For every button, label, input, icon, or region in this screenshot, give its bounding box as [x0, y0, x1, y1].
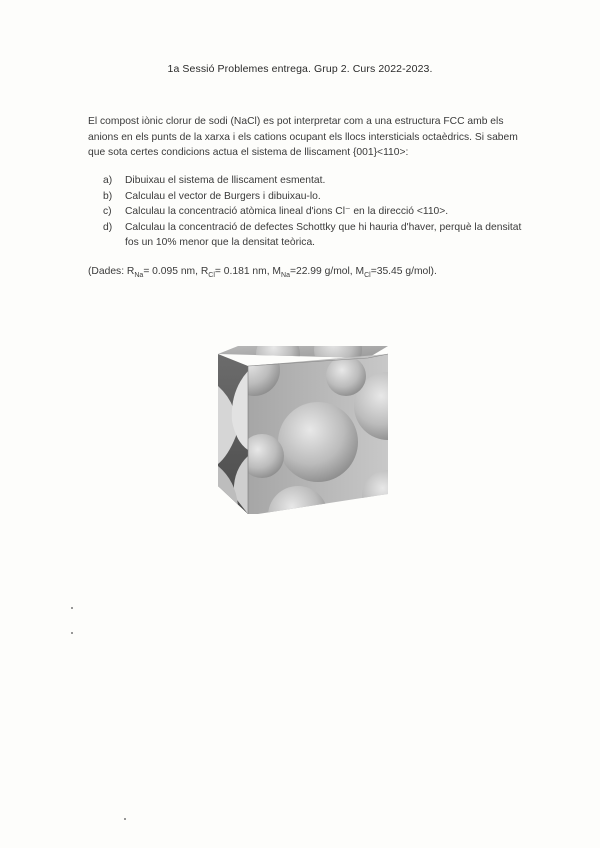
- list-item: [103, 220, 523, 251]
- item-text: Calculau la concentració de defectes Schottky que hi hauria d'haver, perquè la densitat fos un 10% menor que la densitat teòrica.: [125, 221, 522, 248]
- problem-statement: El compost iònic clorur de sodi (NaCl) es pot interpretar com a una estructura FCC amb els anions en els punts de la xarxa i els cations ocupant els llocs intersticials octaèdrics. Si sabem que sota certes condicions actua el sistema de lliscament {001}<110>:: [88, 116, 518, 158]
- item-marker: a): [103, 175, 113, 186]
- given-data: (Dades: $R_{Na}= 0.095$ nm, $R_{Cl}= 0.181$ nm, $M_{Na}=22.99$ g/mol, $M_{Cl}=35.45$ g/mol).: [88, 266, 437, 280]
- page-title: 1a Sessió Problemes entrega. Grup 2. Curs 2022-2023.: [167, 63, 433, 75]
- item-text: Dibuixau el sistema de lliscament esmentat.: [125, 175, 326, 186]
- item-text: Calculau el vector de Burgers i dibuixau-lo.: [125, 190, 321, 202]
- item-marker: c): [103, 206, 112, 217]
- face-center-atom: [278, 402, 358, 482]
- list-item: [103, 173, 523, 189]
- list-item: [103, 204, 523, 220]
- question-list: [103, 173, 523, 251]
- fcc-unit-cell-figure: [218, 346, 388, 514]
- item-marker: b): [103, 190, 113, 202]
- scan-speck: [124, 818, 126, 820]
- item-marker: d): [103, 221, 113, 233]
- item-text: Calculau la concentració atòmica lineal d'ions Cl⁻ en la direcció <110>.: [125, 206, 449, 217]
- scan-speck: [71, 632, 73, 634]
- scan-speck: [71, 607, 73, 609]
- list-item: [103, 189, 523, 205]
